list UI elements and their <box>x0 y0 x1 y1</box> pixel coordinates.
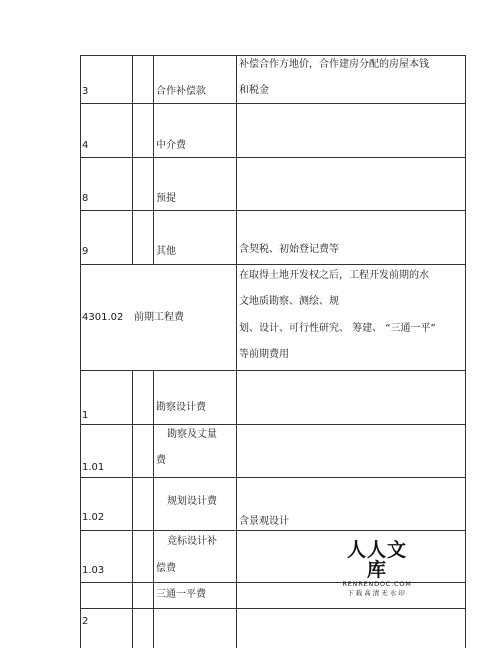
row-code: 2 <box>82 616 89 627</box>
table-divider-2b <box>153 370 154 648</box>
row-description: 文地质勘察、测绘、规 <box>239 296 339 307</box>
row-description: 含景观设计 <box>239 516 289 527</box>
table-border-left <box>80 55 81 648</box>
row-name-line: 勘察及丈量 <box>167 429 217 440</box>
row-description: 补偿合作方地价，合作建房分配的房屋本钱 <box>239 59 429 70</box>
table-border-right <box>465 55 466 648</box>
row-border <box>80 424 466 425</box>
row-code: 3 <box>82 86 89 97</box>
row-code: 1.03 <box>82 565 105 576</box>
row-border <box>80 608 466 609</box>
row-name: 其他 <box>156 246 176 257</box>
watermark-title: 人人文库 <box>346 539 407 581</box>
row-name: 预提 <box>156 193 176 204</box>
row-border <box>80 370 466 371</box>
row-description: 在取得土地开发权之后，工程开发前期的水 <box>239 270 429 281</box>
row-name: 中介费 <box>156 140 186 151</box>
row-name-line: 费 <box>156 455 166 466</box>
row-description: 和税金 <box>239 85 269 96</box>
row-border <box>80 210 466 211</box>
row-name: 勘察设计费 <box>156 402 206 413</box>
row-code: 4 <box>82 140 89 151</box>
row-border <box>80 157 466 158</box>
row-code: 1 <box>82 410 89 421</box>
row-description: 划、设计、可行性研究、 筹建、 “三通一平” <box>239 323 436 334</box>
row-name: 三通一平费 <box>156 589 206 600</box>
row-border <box>80 477 466 478</box>
table-divider-1 <box>132 55 133 265</box>
row-border <box>80 103 466 104</box>
row-name-line: 竞标设计补 <box>167 536 217 547</box>
renrendoc-watermark-logo <box>340 540 414 598</box>
row-name: 规划设计费 <box>167 496 217 507</box>
row-code: 8 <box>82 193 89 204</box>
watermark-tagline: 下载高清无水印 <box>347 589 407 597</box>
table-divider-3 <box>236 55 237 648</box>
row-code: 4301.02 <box>82 312 124 323</box>
row-name: 前期工程费 <box>134 312 184 323</box>
row-name: 合作补偿款 <box>156 86 206 97</box>
table-divider-1b <box>132 370 133 648</box>
row-code: 1.01 <box>82 462 105 473</box>
row-code: 1.02 <box>82 512 105 523</box>
row-description: 等前期费用 <box>239 349 289 360</box>
table-divider-2 <box>153 55 154 265</box>
row-name-line: 偿费 <box>156 563 176 574</box>
watermark-url: RENRENDOC.COM <box>342 580 412 588</box>
row-description: 含契税、初始登记费等 <box>239 244 339 255</box>
row-code: 9 <box>82 246 89 257</box>
